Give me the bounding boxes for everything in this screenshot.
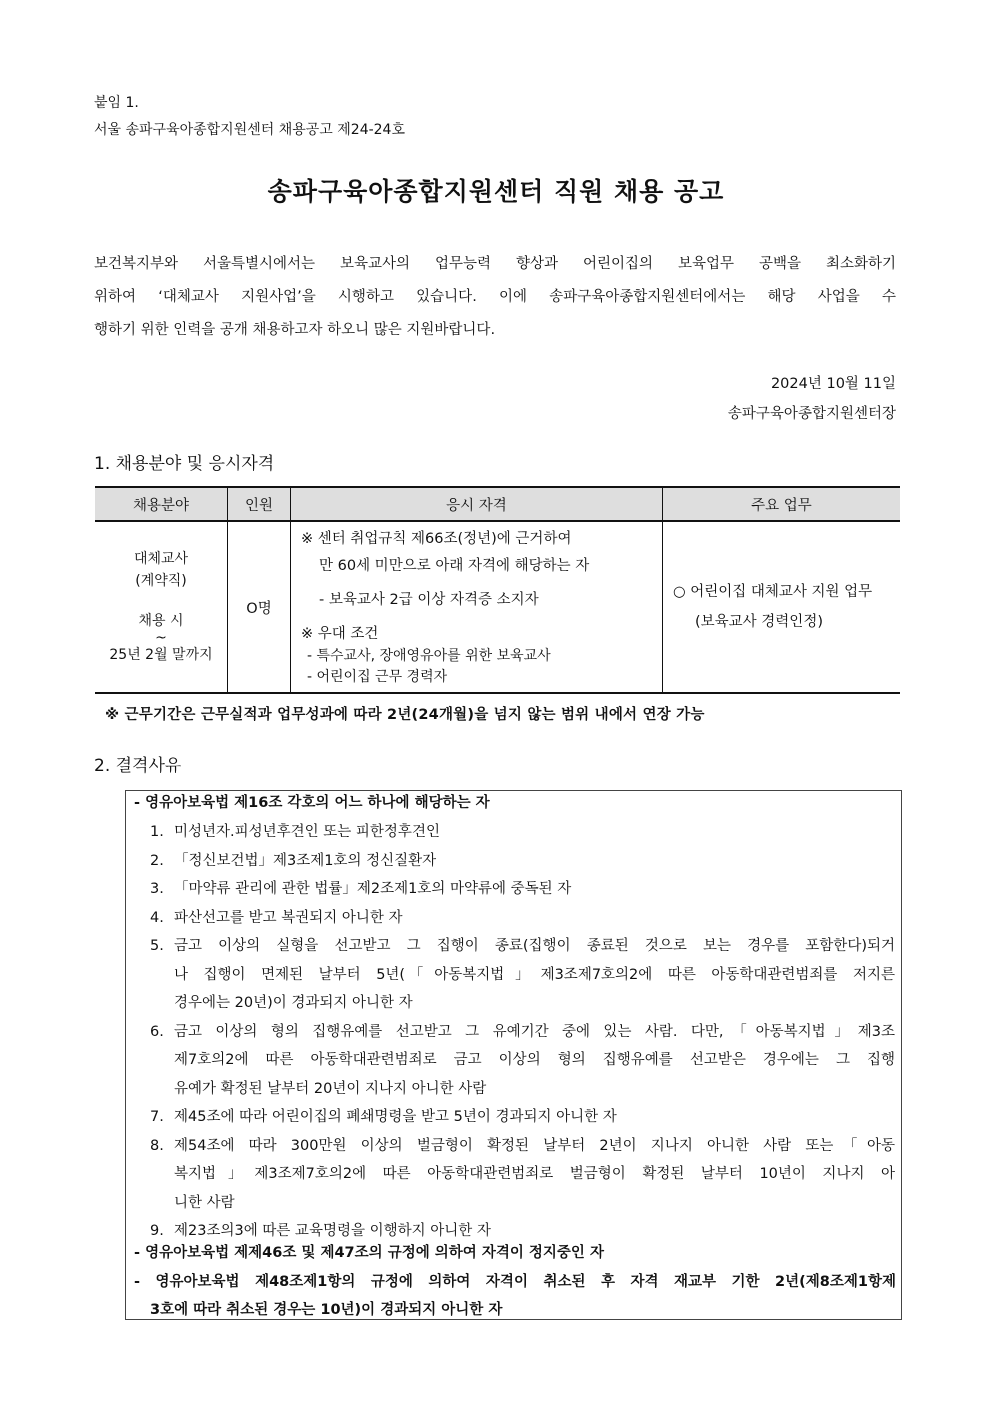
list-item-line: 금고 이상의 형의 집행유예를 선고받고 그 유예기간 중에 있는 사람. 다만,「아동복지법」제3조	[174, 1023, 895, 1040]
list-item-line: 복지법」제3조제7호의2에 따른 아동학대관련범죄로 벌금형이 확정된 날부터 10년이 지나지 아	[174, 1166, 895, 1182]
foot-line: - 영유아보육법 제48조제1항의 규정에 의하여 자격이 취소된 후 자격 재교부 기한 2년(제8조제1항제	[134, 1273, 896, 1290]
list-item-line: 니한 사람	[174, 1194, 235, 1211]
intro-line: 위하여 ‘대체교사 지원사업’을 시행하고 있습니다. 이에 송파구육아종합지원센터에서는 해당 사업을 수	[94, 289, 896, 305]
field-line: 채용 시	[138, 613, 184, 629]
foot-line: - 영유아보육법 제제46조 및 제47조의 규정에 의하여 자격이 정지중인 자	[134, 1245, 604, 1261]
list-item	[150, 818, 895, 847]
list-item-line: 「정신보건법」제3조제1호의 정신질환자	[174, 852, 437, 869]
intro-line: 보건복지부와 서울특별시에서는 보육교사의 업무능력 향상과 어린이집의 보육업무 공백을 최소화하기	[94, 256, 896, 272]
list-item-number: 3.	[150, 881, 164, 897]
header-count: 인원	[228, 487, 291, 521]
cell-duty	[663, 521, 901, 693]
list-item-text	[174, 1132, 895, 1218]
duty-line: (보육교사 경력인정)	[695, 614, 823, 630]
list-item-text	[174, 1018, 895, 1104]
list-item-line: 제23조의3에 따른 교육명령을 이행하지 아니한 자	[174, 1223, 491, 1239]
list-item-line: 파산선고를 받고 복권되지 아니한 자	[174, 909, 403, 926]
list-item-text	[174, 1103, 895, 1132]
list-item-number: 6.	[150, 1023, 164, 1040]
list-item	[150, 932, 895, 1018]
cell-field	[95, 521, 228, 693]
list-item-number: 9.	[150, 1223, 164, 1239]
list-item	[150, 1103, 895, 1132]
list-item-line: 제54조에 따라 300만원 이상의 벌금형이 확정된 날부터 2년이 지나지 아니한 사람 또는「아동	[174, 1137, 895, 1154]
list-item-number: 2.	[150, 852, 164, 869]
field-line: (계약직)	[135, 573, 187, 589]
list-item-line: 경우에는 20년)이 경과되지 아니한 자	[174, 995, 413, 1011]
list-item	[150, 847, 895, 876]
field-line: 25년 2월 말까지	[109, 647, 213, 663]
disqualification-lead: - 영유아보육법 제16조 각호의 어느 하나에 해당하는 자	[134, 795, 490, 811]
duty-line: ○ 어린이집 대체교사 지원 업무	[673, 584, 873, 600]
qual-line: ※ 센터 취업규칙 제66조(정년)에 근거하여	[301, 531, 572, 547]
pref-item: - 어린이집 근무 경력자	[307, 669, 448, 685]
term-extension-note: ※ 근무기간은 근무실적과 업무성과에 따라 2년(24개월)을 넘지 않는 범위 내에서 연장 가능	[105, 707, 705, 723]
intro-paragraph	[94, 250, 896, 349]
list-item-text	[174, 904, 895, 933]
list-item-number: 8.	[150, 1137, 164, 1154]
notice-number: 서울 송파구육아종합지원센터 채용공고 제24-24호	[94, 122, 405, 138]
field-line: 대체교사	[133, 551, 189, 567]
list-item	[150, 1018, 895, 1104]
header-field: 채용분야	[95, 487, 228, 521]
table-header-row	[95, 487, 900, 521]
qual-line: 만 60세 미만으로 아래 자격에 해당하는 자	[319, 558, 590, 574]
list-item-line: 나 집행이 면제된 날부터 5년(「아동복지법」제3조제7호의2에 따른 아동학대관련범죄를 저지른	[174, 966, 895, 983]
section-heading-recruitment: 1. 채용분야 및 응시자격	[94, 454, 275, 474]
attachment-label: 붙임 1.	[94, 95, 139, 111]
list-item-text	[174, 875, 895, 904]
foot-line: 3호에 따라 취소된 경우는 10년)이 경과되지 아니한 자	[150, 1302, 503, 1318]
qual-bullet: - 보육교사 2급 이상 자격증 소지자	[319, 592, 539, 608]
disqualification-box	[125, 790, 902, 1320]
notice-issuer: 송파구육아종합지원센터장	[727, 406, 896, 422]
recruitment-table	[95, 486, 900, 694]
list-item-line: 금고 이상의 실형을 선고받고 그 집행이 종료(집행이 종료된 것으로 보는 경우를 포함한다)되거	[174, 938, 895, 954]
section-heading-disqualification: 2. 결격사유	[94, 756, 182, 776]
cell-count: O명	[228, 521, 291, 693]
list-item	[150, 904, 895, 933]
pref-title: ※ 우대 조건	[301, 626, 379, 642]
list-item-line: 제45조에 따라 어린이집의 폐쇄명령을 받고 5년이 경과되지 아니한 자	[174, 1109, 617, 1125]
list-item-number: 4.	[150, 909, 164, 926]
list-item-number: 1.	[150, 824, 164, 840]
intro-line: 행하기 위한 인력을 공개 채용하고자 하오니 많은 지원바랍니다.	[94, 322, 496, 338]
list-item-line: 미성년자.피성년후견인 또는 피한정후견인	[174, 824, 440, 840]
list-item-line: 유예가 확정된 날부터 20년이 지나지 아니한 사람	[174, 1080, 487, 1097]
list-item	[150, 875, 895, 904]
list-item-text	[174, 932, 895, 1018]
header-duty: 주요 업무	[663, 487, 901, 521]
disqualification-foot	[134, 1239, 896, 1325]
cell-qualification	[291, 521, 663, 693]
list-item-line: 「마약류 관리에 관한 법률」제2조제1호의 마약류에 중독된 자	[174, 881, 572, 897]
page-title: 송파구육아종합지원센터 직원 채용 공고	[267, 177, 725, 206]
list-item-number: 5.	[150, 938, 164, 954]
list-item-number: 7.	[150, 1109, 164, 1125]
notice-date: 2024년 10월 11일	[770, 376, 896, 392]
list-item-text	[174, 818, 895, 847]
pref-item: - 특수교사, 장애영유아를 위한 보육교사	[307, 648, 551, 664]
field-line: ~	[155, 630, 167, 646]
disqualification-list	[150, 818, 895, 1246]
list-item	[150, 1132, 895, 1218]
list-item-line: 제7호의2에 따른 아동학대관련범죄로 금고 이상의 형의 집행유예를 선고받은 경우에는 그 집행	[174, 1052, 895, 1068]
table-row	[95, 521, 900, 693]
header-qualification: 응시 자격	[291, 487, 663, 521]
list-item-text	[174, 847, 895, 876]
